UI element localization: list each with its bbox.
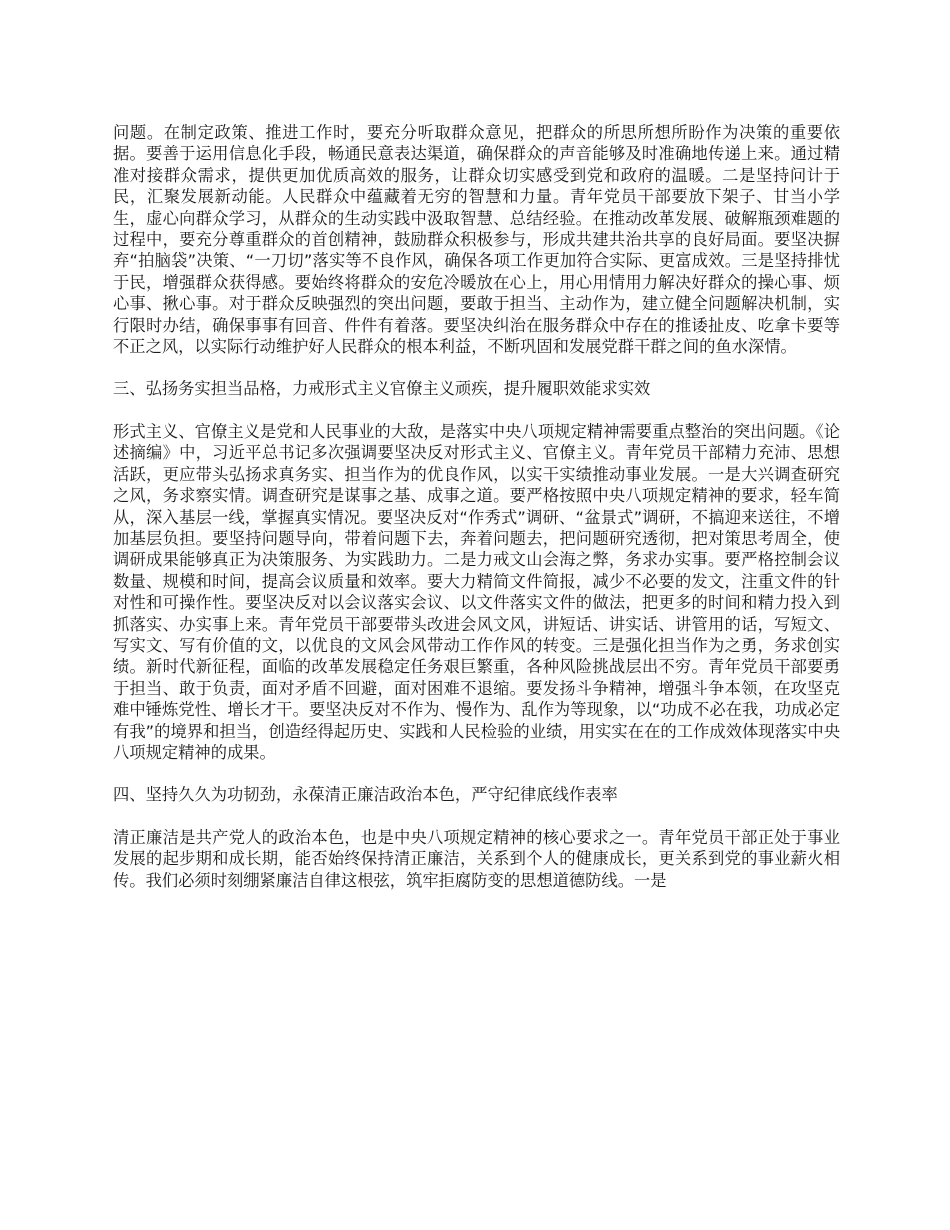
section-heading: 三、弘扬务实担当品格，力戒形式主义官僚主义顽疾，提升履职效能求实效 <box>113 379 651 399</box>
body-paragraph: 清正廉洁是共产党人的政治本色，也是中央八项规定精神的核心要求之一。青年党员干部正处于事业发展的起步期和成长期，能否始终保持清正廉洁，关系到个人的健康成长，更关系到党的事业薪火相传。我们必须时刻绷紧廉洁自律这根弦，筑牢拒腐防变的思想道德防线。一是 <box>113 827 840 890</box>
body-paragraph: 问题。在制定政策、推进工作时，要充分听取群众意见，把群众的所思所想所盼作为决策的重要依据。要善于运用信息化手段，畅通民意表达渠道，确保群众的声音能够及时准确地传递上来。通过精准对接群众需求，提供更加优质高效的服务，让群众切实感受到党和政府的温暖。二是坚持问计于民，汇聚发展新动能。人民群众中蕴藏着无穷的智慧和力量。青年党员干部要放下架子、甘当小学生，虚心向群众学习，从群众的生动实践中汲取智慧、总结经验。在推动改革发展、破解瓶颈难题的过程中，要充分尊重群众的首创精神，鼓励群众积极参与，形成共建共治共享的良好局面。要坚决摒弃“拍脑袋”决策、“一刀切”落实等不良作风，确保各项工作更加符合实际、更富成效。三是坚持排忧于民，增强群众获得感。要始终将群众的安危冷暖放在心上，用心用情用力解决好群众的操心事、烦心事、揪心事。对于群众反映强烈的突出问题，要敢于担当、主动作为，建立健全问题解决机制，实行限时办结，确保事事有回音、件件有着落。要坚决纠治在服务群众中存在的推诿扯皮、吃拿卡要等不正之风，以实际行动维护好人民群众的根本利益，不断巩固和发展党群干群之间的鱼水深情。 <box>113 123 840 357</box>
section-heading: 四、坚持久久为功韧劲，永葆清正廉洁政治本色，严守纪律底线作表率 <box>113 785 618 805</box>
document-page <box>113 122 840 912</box>
body-paragraph: 形式主义、官僚主义是党和人民事业的大敌，是落实中央八项规定精神需要重点整治的突出问题。《论述摘编》中，习近平总书记多次强调要坚决反对形式主义、官僚主义。青年党员干部精力充沛、思想活跃，更应带头弘扬求真务实、担当作为的优良作风，以实干实绩推动事业发展。一是大兴调查研究之风，务求察实情。调查研究是谋事之基、成事之道。要严格按照中央八项规定精神的要求，轻车简从，深入基层一线，掌握真实情况。要坚决反对“作秀式”调研、“盆景式”调研，不搞迎来送往，不增加基层负担。要坚持问题导向，带着问题下去，奔着问题去，把问题研究透彻，把对策思考周全，使调研成果能够真正为决策服务、为实践助力。二是力戒文山会海之弊，务求办实事。要严格控制会议数量、规模和时间，提高会议质量和效率。要大力精简文件简报，减少不必要的发文，注重文件的针对性和可操作性。要坚决反对以会议落实会议、以文件落实文件的做法，把更多的时间和精力投入到抓落实、办实事上来。青年党员干部要带头改进会风文风，讲短话、讲实话、讲管用的话，写短文、写实文、写有价值的文，以优良的文风会风带动工作作风的转变。三是强化担当作为之勇，务求创实绩。新时代新征程，面临的改革发展稳定任务艰巨繁重，各种风险挑战层出不穷。青年党员干部要勇于担当、敢于负责，面对矛盾不回避，面对困难不退缩。要发扬斗争精神，增强斗争本领，在攻坚克难中锤炼党性、增长才干。要坚决反对不作为、慢作为、乱作为等现象，以“功成不必在我，功成必定有我”的境界和担当，创造经得起历史、实践和人民检验的业绩，用实实在在的工作成效体现落实中央八项规定精神的成果。 <box>113 421 840 762</box>
